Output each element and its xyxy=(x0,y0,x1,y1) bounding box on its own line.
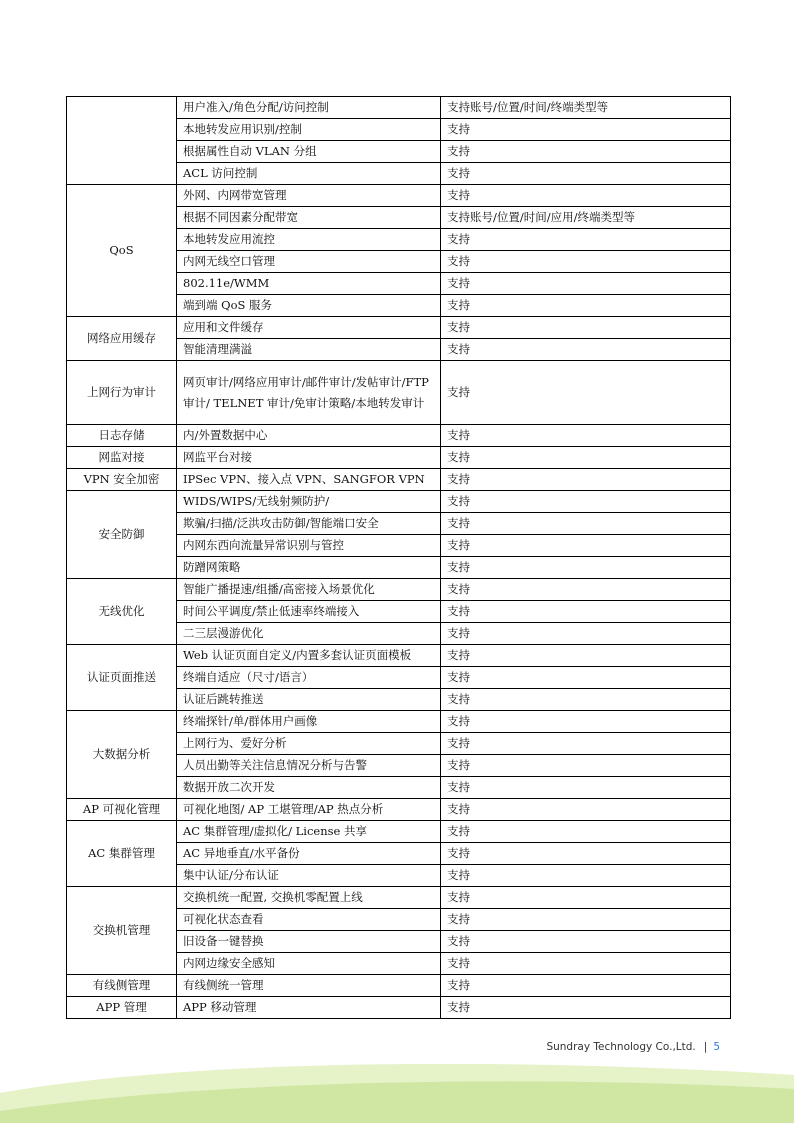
category-cell: VPN 安全加密 xyxy=(67,469,177,491)
support-cell: 支持 xyxy=(441,953,731,975)
feature-cell: APP 移动管理 xyxy=(177,997,441,1019)
table-row xyxy=(67,579,731,601)
support-cell: 支持 xyxy=(441,777,731,799)
support-cell: 支持 xyxy=(441,163,731,185)
category-cell: APP 管理 xyxy=(67,997,177,1019)
feature-cell: WIDS/WIPS/无线射频防护/ xyxy=(177,491,441,513)
support-cell: 支持 xyxy=(441,141,731,163)
feature-cell: IPSec VPN、接入点 VPN、SANGFOR VPN xyxy=(177,469,441,491)
support-cell: 支持 xyxy=(441,645,731,667)
table-row xyxy=(67,887,731,909)
footer-company: Sundray Technology Co.,Ltd. xyxy=(546,1041,696,1053)
feature-cell: 终端自适应（尺寸/语言） xyxy=(177,667,441,689)
feature-cell: ACL 访问控制 xyxy=(177,163,441,185)
category-cell: 上网行为审计 xyxy=(67,361,177,425)
support-cell: 支持 xyxy=(441,975,731,997)
feature-cell: AC 集群管理/虚拟化/ License 共享 xyxy=(177,821,441,843)
support-cell: 支持 xyxy=(441,865,731,887)
support-cell: 支持 xyxy=(441,931,731,953)
feature-cell: 认证后跳转推送 xyxy=(177,689,441,711)
support-cell: 支持 xyxy=(441,513,731,535)
support-cell: 支持 xyxy=(441,535,731,557)
feature-cell: 网监平台对接 xyxy=(177,447,441,469)
feature-cell: AC 异地垂直/水平备份 xyxy=(177,843,441,865)
support-cell: 支持 xyxy=(441,689,731,711)
category-cell: QoS xyxy=(67,185,177,317)
category-cell: 安全防御 xyxy=(67,491,177,579)
category-cell: AC 集群管理 xyxy=(67,821,177,887)
feature-cell: 可视化状态查看 xyxy=(177,909,441,931)
support-cell: 支持 xyxy=(441,185,731,207)
category-cell: 网络应用缓存 xyxy=(67,317,177,361)
feature-cell: 本地转发应用流控 xyxy=(177,229,441,251)
feature-cell: 集中认证/分布认证 xyxy=(177,865,441,887)
feature-cell: 内网无线空口管理 xyxy=(177,251,441,273)
feature-cell: 802.11e/WMM xyxy=(177,273,441,295)
feature-cell: 欺骗/扫描/泛洪攻击防御/智能端口安全 xyxy=(177,513,441,535)
feature-cell: 用户准入/角色分配/访问控制 xyxy=(177,97,441,119)
spec-table-body xyxy=(67,97,731,1019)
table-row xyxy=(67,425,731,447)
table-row xyxy=(67,997,731,1019)
support-cell: 支持账号/位置/时间/终端类型等 xyxy=(441,97,731,119)
support-cell: 支持 xyxy=(441,997,731,1019)
feature-cell: 终端探针/单/群体用户画像 xyxy=(177,711,441,733)
table-row xyxy=(67,799,731,821)
feature-cell: 根据不同因素分配带宽 xyxy=(177,207,441,229)
support-cell: 支持 xyxy=(441,317,731,339)
support-cell: 支持 xyxy=(441,579,731,601)
support-cell: 支持 xyxy=(441,711,731,733)
support-cell: 支持 xyxy=(441,909,731,931)
feature-cell: 交换机统一配置, 交换机零配置上线 xyxy=(177,887,441,909)
support-cell: 支持 xyxy=(441,491,731,513)
feature-cell: 二三层漫游优化 xyxy=(177,623,441,645)
category-cell: 认证页面推送 xyxy=(67,645,177,711)
feature-cell: 网页审计/网络应用审计/邮件审计/发帖审计/FTP 审计/ TELNET 审计/免审计策略/本地转发审计 xyxy=(177,361,441,425)
table-row xyxy=(67,491,731,513)
feature-cell: 防蹭网策略 xyxy=(177,557,441,579)
feature-cell: 外网、内网带宽管理 xyxy=(177,185,441,207)
feature-cell: 内/外置数据中心 xyxy=(177,425,441,447)
category-cell: 网监对接 xyxy=(67,447,177,469)
support-cell: 支持 xyxy=(441,229,731,251)
support-cell: 支持 xyxy=(441,425,731,447)
support-cell: 支持 xyxy=(441,251,731,273)
support-cell: 支持 xyxy=(441,821,731,843)
feature-cell: 内网东西向流量异常识别与管控 xyxy=(177,535,441,557)
table-row xyxy=(67,97,731,119)
support-cell: 支持 xyxy=(441,843,731,865)
category-cell: 日志存储 xyxy=(67,425,177,447)
feature-spec-table xyxy=(66,96,731,1019)
feature-cell: 端到端 QoS 服务 xyxy=(177,295,441,317)
category-cell xyxy=(67,97,177,185)
support-cell: 支持 xyxy=(441,119,731,141)
feature-cell: Web 认证页面自定义/内置多套认证页面模板 xyxy=(177,645,441,667)
feature-cell: 有线侧统一管理 xyxy=(177,975,441,997)
feature-cell: 人员出勤等关注信息情况分析与告警 xyxy=(177,755,441,777)
feature-cell: 时间公平调度/禁止低速率终端接入 xyxy=(177,601,441,623)
support-cell: 支持 xyxy=(441,273,731,295)
support-cell: 支持 xyxy=(441,799,731,821)
support-cell: 支持 xyxy=(441,469,731,491)
feature-cell: 可视化地图/ AP 工堪管理/AP 热点分析 xyxy=(177,799,441,821)
support-cell: 支持 xyxy=(441,361,731,425)
table-row xyxy=(67,469,731,491)
support-cell: 支持账号/位置/时间/应用/终端类型等 xyxy=(441,207,731,229)
support-cell: 支持 xyxy=(441,295,731,317)
category-cell: AP 可视化管理 xyxy=(67,799,177,821)
page-footer xyxy=(546,1041,720,1053)
table-row xyxy=(67,317,731,339)
feature-cell: 内网边缘安全感知 xyxy=(177,953,441,975)
support-cell: 支持 xyxy=(441,623,731,645)
table-row xyxy=(67,645,731,667)
category-cell: 大数据分析 xyxy=(67,711,177,799)
footer-separator: | xyxy=(703,1041,708,1053)
feature-cell: 上网行为、爱好分析 xyxy=(177,733,441,755)
table-row xyxy=(67,447,731,469)
support-cell: 支持 xyxy=(441,755,731,777)
table-row xyxy=(67,361,731,425)
support-cell: 支持 xyxy=(441,733,731,755)
feature-cell: 本地转发应用识别/控制 xyxy=(177,119,441,141)
feature-cell: 旧设备一键替换 xyxy=(177,931,441,953)
feature-cell: 数据开放二次开发 xyxy=(177,777,441,799)
feature-cell: 应用和文件缓存 xyxy=(177,317,441,339)
page-number: 5 xyxy=(713,1041,720,1053)
feature-cell: 根据属性自动 VLAN 分组 xyxy=(177,141,441,163)
support-cell: 支持 xyxy=(441,557,731,579)
table-row xyxy=(67,711,731,733)
support-cell: 支持 xyxy=(441,667,731,689)
category-cell: 交换机管理 xyxy=(67,887,177,975)
feature-cell: 智能清理满溢 xyxy=(177,339,441,361)
category-cell: 无线优化 xyxy=(67,579,177,645)
feature-cell: 智能广播提速/组播/高密接入场景优化 xyxy=(177,579,441,601)
support-cell: 支持 xyxy=(441,601,731,623)
support-cell: 支持 xyxy=(441,447,731,469)
support-cell: 支持 xyxy=(441,887,731,909)
support-cell: 支持 xyxy=(441,339,731,361)
footer-wave-decoration xyxy=(0,1053,794,1123)
table-row xyxy=(67,821,731,843)
table-row xyxy=(67,185,731,207)
table-row xyxy=(67,975,731,997)
category-cell: 有线侧管理 xyxy=(67,975,177,997)
